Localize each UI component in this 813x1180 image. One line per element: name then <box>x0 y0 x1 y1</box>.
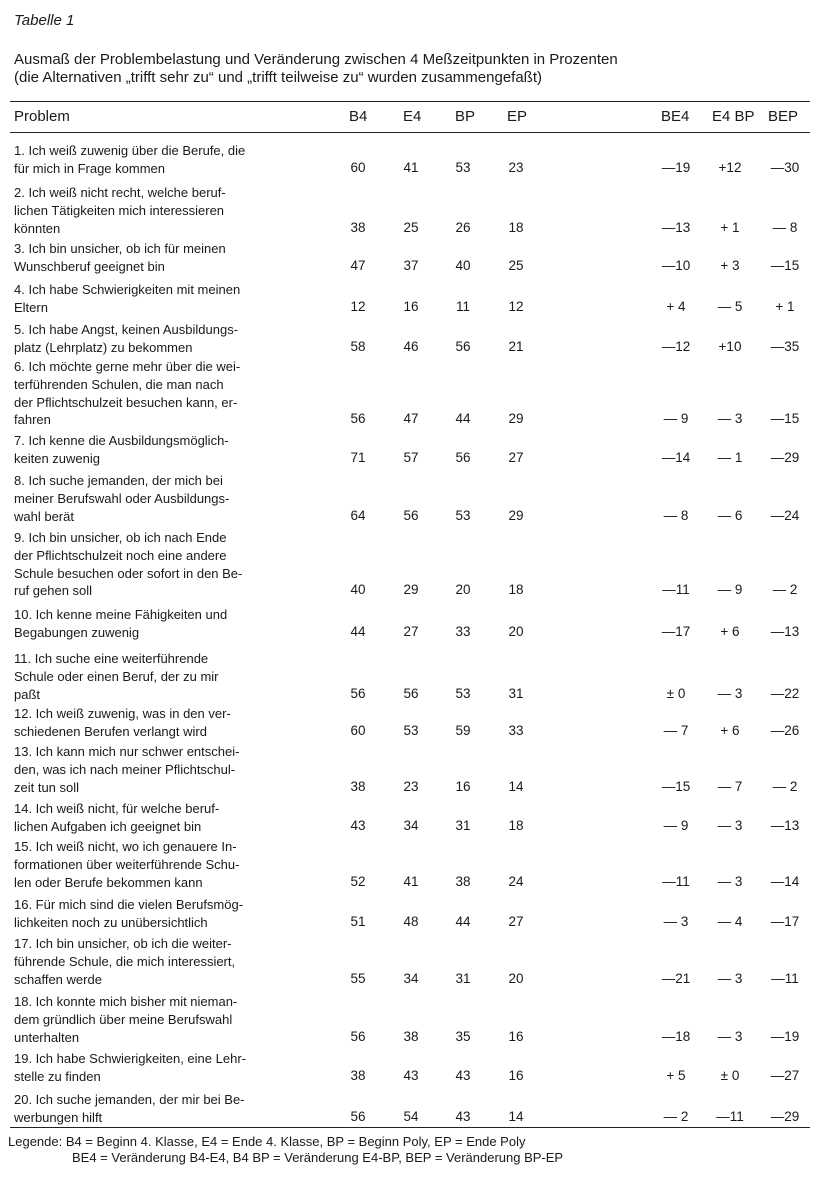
legend-line-2: BE4 = Veränderung B4-E4, B4 BP = Veränderung E4-BP, BEP = Veränderung BP-EP <box>72 1150 564 1165</box>
cell-b4: 56 <box>350 1028 366 1044</box>
cell-e4bp: — 3 <box>717 685 743 701</box>
cell-e4bp: ± 0 <box>720 1067 740 1083</box>
header-problem: Problem <box>14 108 70 125</box>
problem-text <box>14 705 282 741</box>
problem-text-line: paßt <box>14 686 41 702</box>
header-rule <box>10 132 810 133</box>
cell-be4: —21 <box>661 970 691 986</box>
cell-bep: — 2 <box>772 582 798 598</box>
cell-e4: 43 <box>403 1067 419 1083</box>
cell-ep: 18 <box>508 219 524 235</box>
cell-b4: 52 <box>350 873 366 889</box>
cell-ep: 31 <box>508 685 524 701</box>
table-number: Tabelle 1 <box>14 12 75 29</box>
cell-ep: 20 <box>508 623 524 639</box>
cell-b4: 60 <box>350 159 366 175</box>
problem-text-line: 7. Ich kenne die Ausbildungsmöglich- <box>14 433 229 448</box>
cell-bp: 16 <box>455 778 471 794</box>
problem-text-line: 19. Ich habe Schwierigkeiten, eine Lehr- <box>14 1051 246 1066</box>
problem-text-line: lichkeiten noch zu unübersichtlich <box>14 914 208 930</box>
cell-be4: —11 <box>662 582 690 598</box>
problem-text <box>14 650 282 703</box>
problem-text <box>14 321 282 357</box>
problem-text-line: Schule oder einen Beruf, der zu mir <box>14 668 219 684</box>
cell-bep: —27 <box>770 1067 800 1083</box>
problem-text-line: werbungen hilft <box>14 1109 103 1125</box>
cell-bp: 53 <box>455 507 471 523</box>
header-bp: BP <box>455 108 476 125</box>
problem-text-line: stelle zu finden <box>14 1068 101 1084</box>
cell-e4: 47 <box>403 411 419 427</box>
cell-bep: —29 <box>770 449 800 465</box>
cell-e4: 41 <box>403 159 419 175</box>
cell-e4: 56 <box>403 685 419 701</box>
cell-b4: 43 <box>350 817 366 833</box>
cell-bp: 33 <box>455 623 471 639</box>
cell-b4: 38 <box>350 1067 366 1083</box>
problem-text-line: lichen Aufgaben ich geeignet bin <box>14 818 202 834</box>
cell-ep: 16 <box>508 1067 524 1083</box>
problem-text-line: 11. Ich suche eine weiterführende <box>14 651 209 666</box>
problem-text-line: 10. Ich kenne meine Fähigkeiten und <box>14 607 228 622</box>
cell-be4: —17 <box>661 623 691 639</box>
cell-e4: 56 <box>403 507 419 523</box>
cell-e4: 53 <box>403 722 419 738</box>
problem-text-line: 16. Für mich sind die vielen Berufsmög- <box>14 897 244 912</box>
cell-bp: 44 <box>455 411 471 427</box>
cell-bep: —24 <box>770 507 800 523</box>
cell-e4: 57 <box>403 449 419 465</box>
cell-e4: 27 <box>403 623 419 639</box>
cell-ep: 25 <box>508 257 524 273</box>
cell-ep: 14 <box>508 778 524 794</box>
problem-text-line: 18. Ich konnte mich bisher mit nieman- <box>14 994 238 1009</box>
cell-bp: 44 <box>455 913 471 929</box>
cell-b4: 71 <box>350 449 366 465</box>
cell-ep: 21 <box>508 338 524 354</box>
problem-text-line: lichen Tätigkeiten mich interessieren <box>14 202 225 218</box>
cell-bp: 43 <box>455 1067 471 1083</box>
problem-text <box>14 993 282 1046</box>
problem-text-line: führende Schule, die mich interessiert, <box>14 953 236 969</box>
header-e4: E4 <box>403 108 422 125</box>
problem-text-line: dem gründlich über meine Berufswahl <box>14 1011 233 1027</box>
cell-e4bp: — 5 <box>717 298 743 314</box>
cell-be4: —14 <box>661 449 691 465</box>
problem-text-line: unterhalten <box>14 1029 80 1045</box>
cell-b4: 56 <box>350 685 366 701</box>
cell-b4: 56 <box>350 1108 366 1124</box>
problem-text-line: 2. Ich weiß nicht recht, welche beruf- <box>14 185 226 200</box>
cell-ep: 33 <box>508 722 524 738</box>
header-ep: EP <box>507 108 528 125</box>
problem-text <box>14 935 282 988</box>
problem-text <box>14 800 282 836</box>
cell-e4bp: — 7 <box>717 778 743 794</box>
problem-text-line: der Pflichtschulzeit noch eine andere <box>14 547 227 563</box>
cell-e4: 29 <box>403 582 419 598</box>
caption-line-1: Ausmaß der Problembelastung und Veränderung zwischen 4 Meßzeitpunkten in Prozenten <box>14 51 618 68</box>
cell-e4bp: +12 <box>718 159 742 175</box>
problem-text <box>14 896 282 932</box>
problem-text <box>14 743 282 796</box>
cell-be4: —18 <box>661 1028 691 1044</box>
cell-b4: 56 <box>350 411 366 427</box>
cell-e4: 37 <box>403 257 419 273</box>
cell-bep: —22 <box>770 685 800 701</box>
cell-b4: 38 <box>350 219 366 235</box>
cell-b4: 38 <box>350 778 366 794</box>
cell-bep: —15 <box>770 411 800 427</box>
cell-e4: 46 <box>403 338 419 354</box>
cell-be4: —10 <box>661 257 691 273</box>
problem-text-line: 13. Ich kann mich nur schwer entschei- <box>14 744 240 759</box>
header-b4: B4 <box>349 108 368 125</box>
problem-text-line: platz (Lehrplatz) zu bekommen <box>14 339 193 355</box>
cell-be4: + 5 <box>666 1067 686 1083</box>
cell-bp: 43 <box>455 1108 471 1124</box>
cell-ep: 27 <box>508 913 524 929</box>
problem-text <box>14 1091 282 1127</box>
cell-bep: —14 <box>770 873 800 889</box>
cell-e4: 34 <box>403 817 419 833</box>
cell-e4bp: + 1 <box>720 219 740 235</box>
cell-bep: —11 <box>771 970 799 986</box>
problem-text-line: für mich in Frage kommen <box>14 160 165 176</box>
problem-text-line: 14. Ich weiß nicht, für welche beruf- <box>14 801 220 816</box>
cell-e4bp: — 1 <box>717 449 743 465</box>
problem-text-line: 15. Ich weiß nicht, wo ich genauere In- <box>14 839 237 854</box>
cell-be4: ± 0 <box>666 685 686 701</box>
cell-e4bp: + 3 <box>720 257 740 273</box>
cell-ep: 24 <box>508 873 524 889</box>
problem-text <box>14 432 282 468</box>
problem-text-line: schiedenen Berufen verlangt wird <box>14 723 207 739</box>
cell-be4: — 7 <box>663 722 689 738</box>
cell-e4: 23 <box>403 778 419 794</box>
cell-bep: —29 <box>770 1108 800 1124</box>
cell-e4bp: — 3 <box>717 873 743 889</box>
problem-text-line: Begabungen zuwenig <box>14 624 140 640</box>
cell-b4: 47 <box>350 257 366 273</box>
cell-ep: 29 <box>508 411 524 427</box>
cell-bep: —35 <box>770 338 800 354</box>
cell-ep: 12 <box>508 298 524 314</box>
cell-e4bp: + 6 <box>720 722 740 738</box>
cell-bep: —15 <box>770 257 800 273</box>
cell-bep: —30 <box>770 159 800 175</box>
cell-bp: 11 <box>455 298 470 314</box>
cell-bep: — 8 <box>772 219 798 235</box>
cell-ep: 27 <box>508 449 524 465</box>
cell-ep: 16 <box>508 1028 524 1044</box>
cell-e4: 16 <box>403 298 419 314</box>
cell-bep: — 2 <box>772 778 798 794</box>
cell-be4: + 4 <box>666 298 686 314</box>
cell-bp: 56 <box>455 449 471 465</box>
problem-text-line: 5. Ich habe Angst, keinen Ausbildungs- <box>14 322 239 337</box>
cell-ep: 18 <box>508 817 524 833</box>
header-e4bp: E4 BP <box>712 108 755 125</box>
cell-bp: 31 <box>455 817 471 833</box>
cell-be4: — 8 <box>663 507 689 523</box>
problem-text-line: 17. Ich bin unsicher, ob ich die weiter- <box>14 936 232 951</box>
cell-bp: 31 <box>455 970 471 986</box>
cell-e4bp: —11 <box>716 1108 744 1124</box>
cell-bp: 53 <box>455 685 471 701</box>
cell-ep: 14 <box>508 1108 524 1124</box>
problem-text-line: könnten <box>14 220 61 236</box>
problem-text-line: 20. Ich suche jemanden, der mir bei Be- <box>14 1092 245 1107</box>
cell-e4bp: — 3 <box>717 817 743 833</box>
bottom-rule <box>10 1127 810 1128</box>
cell-be4: — 2 <box>663 1108 689 1124</box>
cell-e4bp: — 6 <box>717 507 743 523</box>
problem-text-line: 3. Ich bin unsicher, ob ich für meinen <box>14 241 226 256</box>
problem-text-line: Eltern <box>14 299 48 315</box>
cell-be4: —12 <box>661 338 691 354</box>
cell-b4: 51 <box>350 913 366 929</box>
problem-text <box>14 606 282 642</box>
problem-text <box>14 184 282 237</box>
problem-text-line: den, was ich nach meiner Pflichtschul- <box>14 761 236 777</box>
cell-bep: —17 <box>770 913 800 929</box>
cell-b4: 60 <box>350 722 366 738</box>
caption-line-2: (die Alternativen „trifft sehr zu“ und „trifft teilweise zu“ wurden zusammengefaßt) <box>14 69 542 86</box>
cell-be4: — 9 <box>663 817 689 833</box>
cell-b4: 55 <box>350 970 366 986</box>
cell-be4: —15 <box>661 778 691 794</box>
cell-bp: 26 <box>455 219 471 235</box>
cell-b4: 58 <box>350 338 366 354</box>
problem-text <box>14 358 282 429</box>
legend-line-1: Legende: B4 = Beginn 4. Klasse, E4 = Ende 4. Klasse, BP = Beginn Poly, EP = Ende Poly <box>8 1134 526 1149</box>
problem-text <box>14 1050 282 1086</box>
problem-text-line: len oder Berufe bekommen kann <box>14 874 203 890</box>
cell-e4bp: — 9 <box>717 582 743 598</box>
cell-e4bp: — 3 <box>717 1028 743 1044</box>
cell-e4: 41 <box>403 873 419 889</box>
cell-bp: 40 <box>455 257 471 273</box>
cell-bep: + 1 <box>775 298 795 314</box>
problem-text-line: 12. Ich weiß zuwenig, was in den ver- <box>14 706 231 721</box>
problem-text <box>14 281 282 317</box>
cell-e4: 54 <box>403 1108 419 1124</box>
cell-e4: 34 <box>403 970 419 986</box>
cell-bep: —13 <box>770 817 800 833</box>
cell-be4: — 9 <box>663 411 689 427</box>
cell-e4bp: +10 <box>718 338 742 354</box>
problem-text-line: meiner Berufswahl oder Ausbildungs- <box>14 490 230 506</box>
problem-text-line: Wunschberuf geeignet bin <box>14 258 165 274</box>
cell-bp: 56 <box>455 338 471 354</box>
cell-e4: 48 <box>403 913 419 929</box>
cell-bp: 59 <box>455 722 471 738</box>
problem-text <box>14 240 282 276</box>
top-rule <box>10 101 810 102</box>
problem-text-line: wahl berät <box>14 508 74 524</box>
cell-be4: —19 <box>661 159 691 175</box>
cell-bp: 53 <box>455 159 471 175</box>
cell-bep: —26 <box>770 722 800 738</box>
cell-e4bp: + 6 <box>720 623 740 639</box>
problem-text-line: schaffen werde <box>14 971 102 987</box>
problem-text-line: terführenden Schulen, die man nach <box>14 376 224 392</box>
cell-e4bp: — 3 <box>717 970 743 986</box>
cell-ep: 20 <box>508 970 524 986</box>
cell-b4: 40 <box>350 582 366 598</box>
cell-bep: —13 <box>770 623 800 639</box>
cell-ep: 29 <box>508 507 524 523</box>
cell-be4: —11 <box>662 873 690 889</box>
problem-text-line: Schule besuchen oder sofort in den Be- <box>14 565 243 581</box>
cell-be4: —13 <box>661 219 691 235</box>
problem-text-line: 8. Ich suche jemanden, der mich bei <box>14 473 223 488</box>
problem-text-line: 4. Ich habe Schwierigkeiten mit meinen <box>14 282 241 297</box>
problem-text-line: zeit tun soll <box>14 779 80 795</box>
problem-text-line: fahren <box>14 412 51 428</box>
problem-text <box>14 472 282 525</box>
cell-ep: 18 <box>508 582 524 598</box>
cell-b4: 64 <box>350 507 366 523</box>
cell-bp: 20 <box>455 582 471 598</box>
cell-e4: 25 <box>403 219 419 235</box>
cell-e4: 38 <box>403 1028 419 1044</box>
problem-text <box>14 142 282 178</box>
header-be4: BE4 <box>661 108 690 125</box>
cell-b4: 44 <box>350 623 366 639</box>
problem-text-line: ruf gehen soll <box>14 583 93 599</box>
problem-text-line: der Pflichtschulzeit besuchen kann, er- <box>14 394 238 410</box>
cell-bp: 35 <box>455 1028 471 1044</box>
header-bep: BEP <box>768 108 799 125</box>
problem-text-line: 9. Ich bin unsicher, ob ich nach Ende <box>14 530 227 545</box>
problem-text-line: keiten zuwenig <box>14 450 100 466</box>
legend <box>8 1134 563 1166</box>
problem-text <box>14 838 282 891</box>
problem-text-line: 6. Ich möchte gerne mehr über die wei- <box>14 359 241 374</box>
table-caption <box>14 51 804 87</box>
cell-b4: 12 <box>350 298 366 314</box>
cell-bp: 38 <box>455 873 471 889</box>
cell-bep: —19 <box>770 1028 800 1044</box>
cell-e4bp: — 3 <box>717 411 743 427</box>
cell-ep: 23 <box>508 159 524 175</box>
problem-text-line: formationen über weiterführende Schu- <box>14 856 240 872</box>
cell-e4bp: — 4 <box>717 913 743 929</box>
problem-text-line: 1. Ich weiß zuwenig über die Berufe, die <box>14 143 246 158</box>
cell-be4: — 3 <box>663 913 689 929</box>
problem-text <box>14 529 282 600</box>
